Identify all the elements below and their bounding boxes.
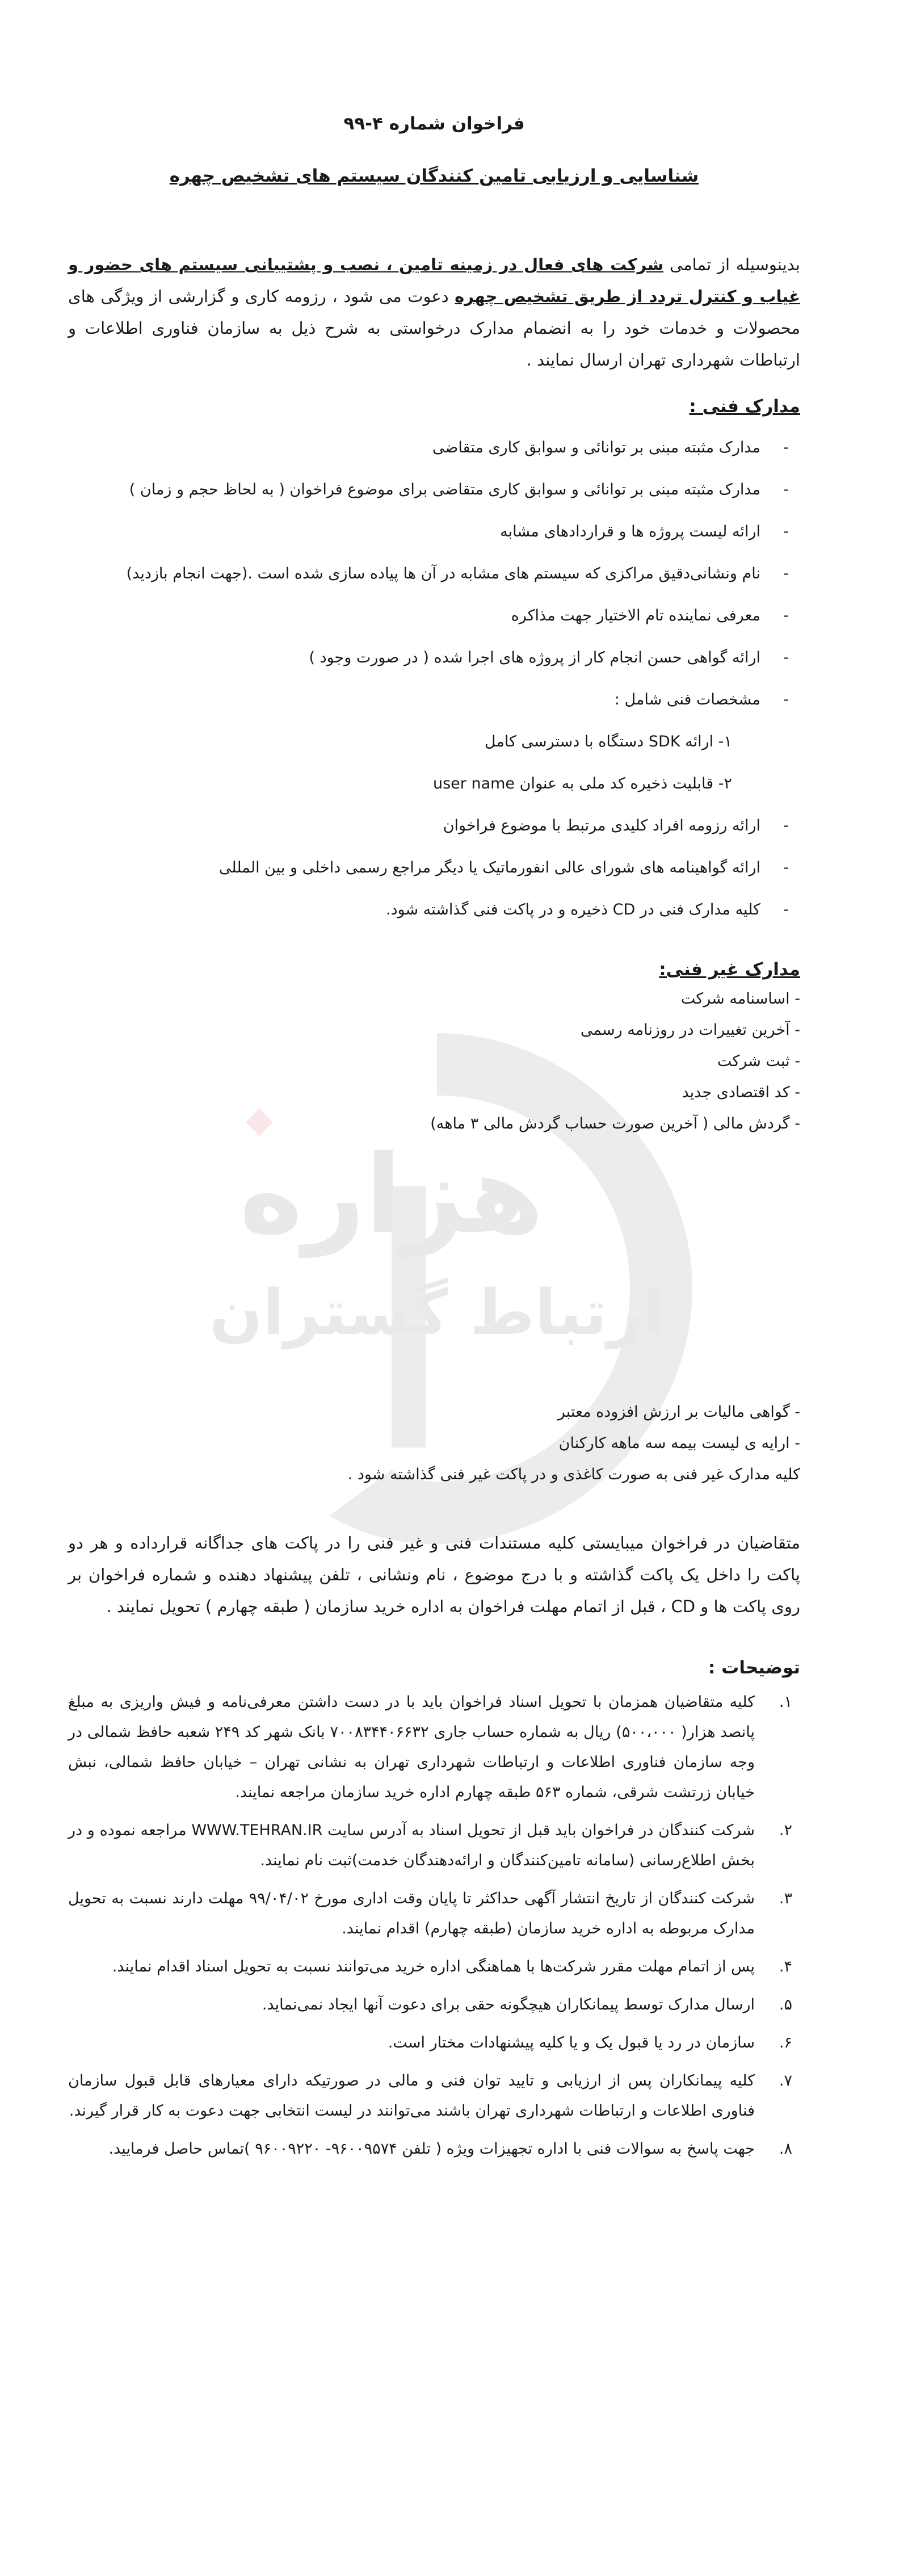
- intro-paragraph: [68, 249, 800, 376]
- intro-highlight: شرکت های فعال در زمینه تامین ، نصب و پشتیبانی سیستم های حضور و غیاب و کنترل تردد از طریق تشخیص چهره: [68, 255, 800, 306]
- note-text: سازمان در رد یا قبول یک و یا کلیه پیشنهادات مختار است.: [388, 2034, 755, 2051]
- list-item: - مشخصات فنی شامل :: [68, 679, 800, 721]
- applicants-paragraph: [68, 1527, 800, 1622]
- note-number: ۲.: [779, 1822, 792, 1839]
- technical-heading: مدارک فنی :: [689, 396, 800, 417]
- note-text: پس از اتمام مهلت مقرر شرکت‌ها با هماهنگی اداره خرید می‌توانند نسبت به تحویل اسناد اقدام نمایند.: [112, 1958, 755, 1975]
- technical-list: [68, 427, 800, 721]
- list-item: - نام ونشانی‌دقیق مراکزی که سیستم های مشابه در آن ها پیاده سازی شده است .(جهت انجام بازدید): [68, 553, 800, 595]
- note-item: [68, 1883, 800, 1944]
- list-item: - ارائه لیست پروژه ها و قراردادهای مشابه: [68, 511, 800, 553]
- notes-heading: توضیحات :: [708, 1658, 800, 1678]
- note-number: ۴.: [779, 1958, 792, 1975]
- list-item: - گردش مالی ( آخرین صورت حساب گردش مالی ۳ ماهه): [430, 1115, 800, 1132]
- list-item: - ارائه گواهینامه های شورای عالی انفورماتیک یا دیگر مراجع رسمی داخلی و بین المللی: [68, 847, 800, 889]
- watermark-subtitle: ارتباط گستران: [209, 1276, 665, 1349]
- list-item: - کلیه مدارک فنی در CD ذخیره و در پاکت فنی گذاشته شود.: [68, 889, 800, 931]
- note-text: جهت پاسخ به سوالات فنی با اداره تجهیزات ویژه ( تلفن ۹۶۰۰۹۵۷۴- ۹۶۰۰۹۲۲۰ )تماس حاصل فرمایید.: [108, 2140, 755, 2158]
- intro-rest: دعوت می شود ، رزومه کاری و گزارشی از ویژگی های محصولات و خدمات خود را به انضمام مدارک درخواستی به شرح ذیل به سازمان فناوری اطلاعات و ارتباطات شهرداری تهران ارسال نمایند .: [68, 287, 800, 370]
- list-item: - مدارک مثبته مبنی بر توانائی و سوابق کاری متقاضی برای موضوع فراخوان ( به لحاظ حجم و زمان ): [68, 469, 800, 511]
- note-item: [68, 1990, 800, 2020]
- note-number: ۶.: [779, 2034, 792, 2051]
- header: [68, 114, 800, 134]
- list-item: - گواهی مالیات بر ارزش افزوده معتبر: [557, 1403, 800, 1421]
- notes-list: [68, 1687, 800, 2164]
- list-item: کلیه مدارک غیر فنی به صورت کاغذی و در پاکت غیر فنی گذاشته شود .: [347, 1466, 800, 1483]
- note-number: ۷.: [779, 2072, 792, 2090]
- list-item: - ثبت شرکت: [717, 1052, 800, 1070]
- list-item: - کد اقتصادی جدید: [682, 1084, 800, 1101]
- note-text: ارسال مدارک توسط پیمانکاران هیچگونه حقی برای دعوت آنها ایجاد نمی‌نماید.: [262, 1996, 755, 2013]
- non-technical-section: [68, 959, 800, 1139]
- watermark-title: هزاره: [239, 1132, 544, 1257]
- list-item: - آخرین تغییرات در روزنامه رسمی: [580, 1021, 800, 1039]
- technical-section: [68, 396, 800, 931]
- note-item: [68, 2134, 800, 2164]
- notes-section: [68, 1658, 800, 2172]
- technical-list-continued: [68, 805, 800, 931]
- non-technical-section-continued: [68, 1396, 800, 1490]
- note-text: کلیه پیمانکاران پس از ارزیابی و تایید توان فنی و مالی در صورتیکه دارای معیارهای قابل قبول سازمان فناوری اطلاعات و ارتباطات شهرداری تهران باشند می‌توانند در لیست انتخابی جهت دعوت به کار قرار گیرند.: [68, 2072, 755, 2120]
- note-text: کلیه متقاضیان همزمان با تحویل اسناد فراخوان باید با در دست داشتن معرفی‌نامه و فیش واریزی به مبلغ پانصد هزار( ۵۰۰،۰۰۰) ریال به شماره حساب جاری ۷۰۰۸۳۴۴۰۶۶۳۲ بانک شهر کد ۲۴۹ شعبه حافظ شمالی در وجه سازمان فناوری اطلاعات و ارتباطات شهرداری تهران به نشانی تهران – خیابان حافظ شمالی، نبش خیابان زرتشت شرقی، شماره ۵۶۳ طبقه چهارم اداره خرید سازمان مراجعه نمایند.: [68, 1693, 755, 1801]
- technical-sub-item: ۲- قابلیت ذخیره کد ملی به عنوان user name: [433, 775, 732, 792]
- note-number: ۸.: [779, 2140, 792, 2158]
- list-item: - ارایه ی لیست بیمه سه ماهه کارکنان: [558, 1434, 800, 1452]
- page-subtitle: شناسایی و ارزیابی تامین کنندگان سیستم های تشخیص چهره: [169, 166, 699, 186]
- note-item: [68, 2066, 800, 2126]
- note-item: [68, 1815, 800, 1876]
- page-title: فراخوان شماره ۴-۹۹: [343, 114, 525, 134]
- non-technical-list-2: [68, 1396, 800, 1490]
- subtitle-block: [68, 166, 800, 186]
- intro-lead: بدینوسیله از تمامی: [663, 255, 801, 274]
- note-number: ۳.: [779, 1890, 792, 1907]
- technical-sub-item: ۱- ارائه SDK دستگاه با دسترسی کامل: [484, 733, 732, 750]
- list-item: - اساسنامه شرکت: [680, 990, 800, 1008]
- list-item: - ارائه گواهی حسن انجام کار از پروژه های اجرا شده ( در صورت وجود ): [68, 637, 800, 679]
- non-technical-list: [68, 983, 800, 1139]
- note-number: ۵.: [779, 1996, 792, 2013]
- non-technical-heading: مدارک غیر فنی:: [659, 959, 800, 980]
- intro-text: [68, 249, 800, 376]
- note-text: شرکت کنندگان از تاریخ انتشار آگهی حداکثر تا پایان وقت اداری مورخ ۹۹/۰۴/۰۲ مهلت دارند نسبت به تحویل مدارک مربوطه به اداره خرید سازمان (طبقه چهارم) اقدام نمایند.: [68, 1890, 755, 1937]
- note-item: [68, 1687, 800, 1807]
- list-item: - معرفی نماینده تام الاختیار جهت مذاکره: [68, 595, 800, 637]
- list-item: - ارائه رزومه افراد کلیدی مرتبط با موضوع فراخوان: [68, 805, 800, 847]
- note-number: ۱.: [779, 1693, 792, 1711]
- note-item: [68, 2028, 800, 2058]
- note-text: شرکت کنندگان در فراخوان باید قبل از تحویل اسناد به آدرس سایت WWW.TEHRAN.IR مراجعه نموده و در بخش اطلاع‌رسانی (سامانه تامین‌کنندگان و ارائه‌دهندگان خدمت)ثبت نام نمایند.: [68, 1822, 755, 1869]
- list-item: - مدارک مثبته مبنی بر توانائی و سوابق کاری متقاضی: [68, 427, 800, 469]
- note-item: [68, 1952, 800, 1982]
- applicants-text: متقاضیان در فراخوان میبایستی کلیه مستندات فنی و غیر فنی را در پاکت های جداگانه قرارداده و هر دو پاکت را داخل یک پاکت گذاشته و با درج موضوع ، نام ونشانی ، تلفن پیشنهاد دهنده و شماره فراخوان بر روی پاکت ها و CD ، قبل از اتمام مهلت فراخوان به اداره خرید سازمان ( طبقه چهارم ) تحویل نمایند .: [68, 1533, 800, 1616]
